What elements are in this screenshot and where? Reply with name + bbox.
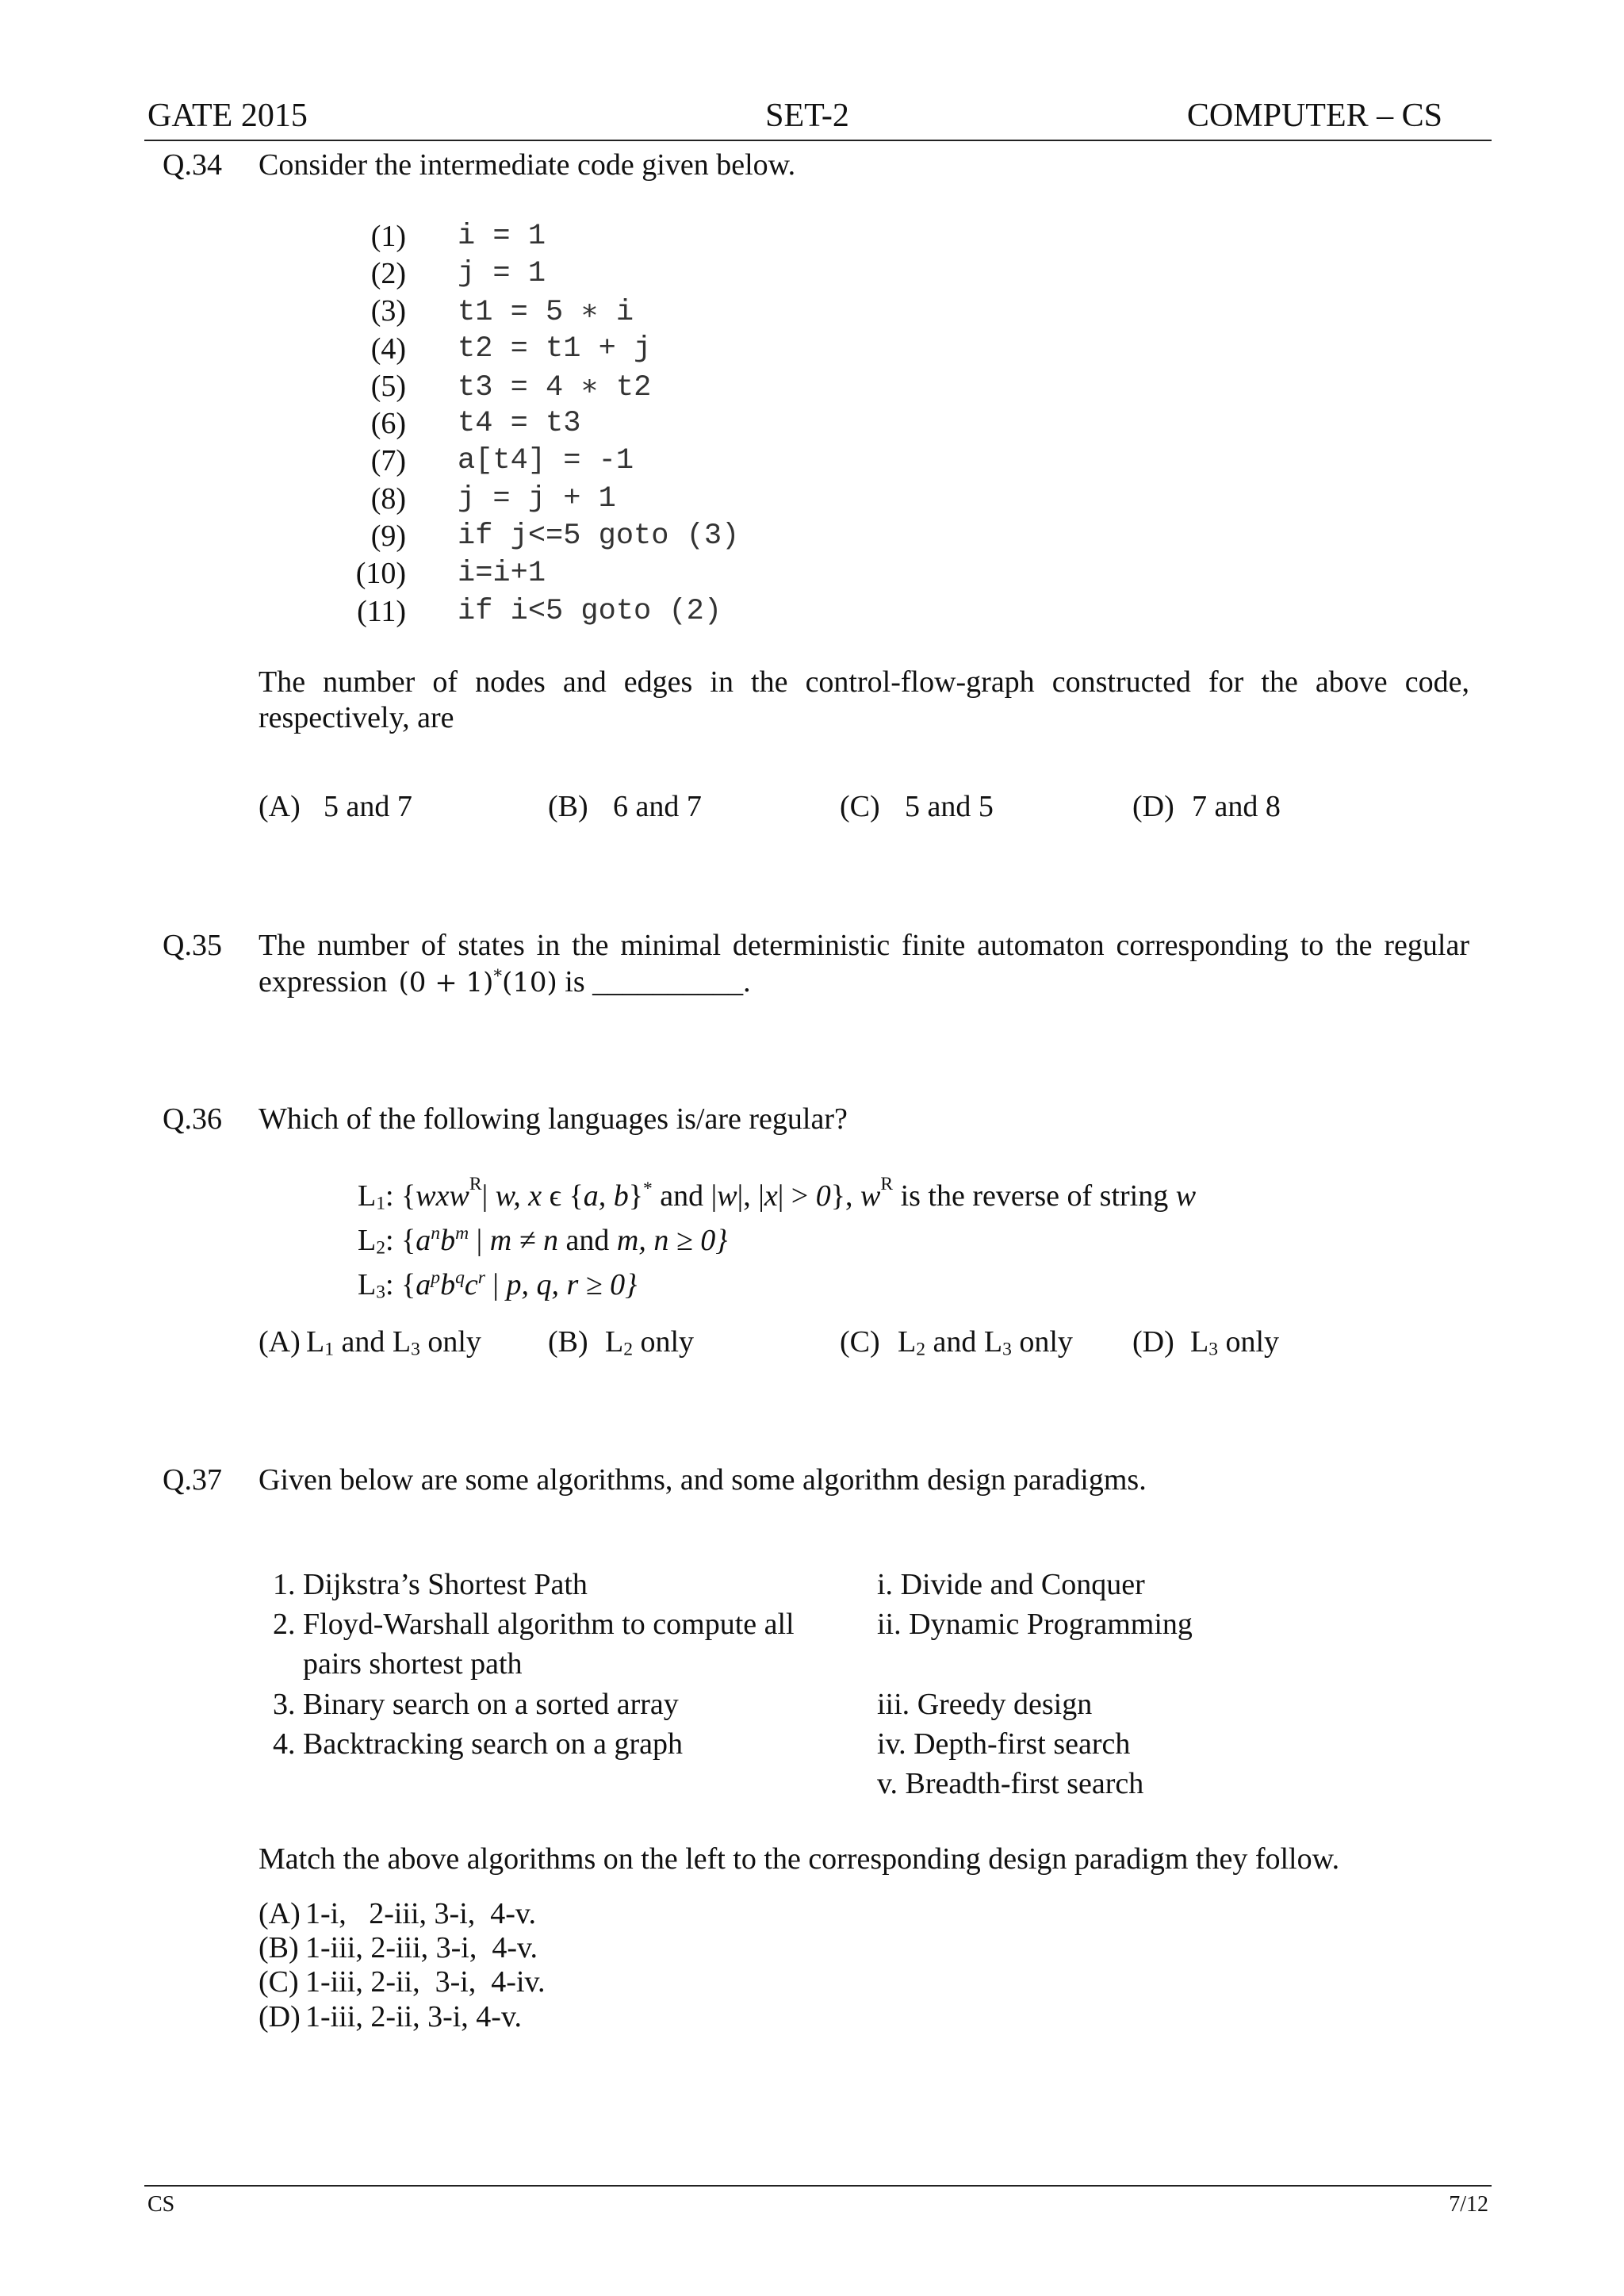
option-part: 3 [1002,1339,1012,1360]
option-part: L [605,1325,624,1359]
option-text: 1-i, 2-iii, 3-i, 4-v. [305,1897,536,1930]
question-stem-q36: Which of the following languages is/are regular? [259,1102,848,1136]
option-part: only [419,1325,481,1359]
regular-expression [399,967,557,999]
option-text: 1-iii, 2-iii, 3-i, 4-v. [305,1931,538,1964]
paper-label: COMPUTER – CS [1186,98,1442,134]
algorithm-item-3 [273,1686,679,1723]
option-label: (A) [259,1325,301,1359]
lang-part: : { [385,1268,416,1301]
lang-part: R [880,1173,894,1194]
code-line-number: (9) [370,519,406,554]
lang-part: 2 [376,1237,385,1259]
option-text: 5 and 5 [905,790,994,823]
code-line-text: i = 1 [458,219,546,253]
question-instruction-q37: Match the above algorithms on the left to the corresponding design paradigm they follow. [259,1842,1340,1876]
code-line [349,255,739,292]
option-text: 7 and 8 [1192,790,1281,823]
lang-part: } [625,1268,638,1301]
paradigm-text: Greedy design [917,1688,1093,1721]
code-line-number: (11) [357,594,406,628]
code-line [349,555,739,592]
code-line [349,404,739,442]
option-part: 2 [623,1339,633,1360]
code-line [349,217,739,255]
prompt-end: . [743,965,751,999]
lang-part: is the reverse of string [893,1179,1176,1213]
option-c-q34 [840,788,994,825]
paradigm-item-iii [877,1686,1092,1723]
lang-part: q [455,1267,465,1288]
option-label: (B) [548,790,588,823]
paradigm-item-iv [877,1726,1130,1762]
prompt-lead: expression [259,965,388,999]
algorithm-text: Binary search on a sorted array [303,1688,679,1721]
algorithm-number: 1. [273,1568,296,1601]
option-d-q37 [259,1999,522,2035]
paradigm-number: i. [877,1568,894,1601]
code-line-number: (8) [370,481,406,516]
lang-part: w [860,1179,881,1213]
option-part: L [898,1325,917,1359]
code-line-number: (3) [370,294,406,328]
option-part: 1 [324,1339,334,1360]
code-line-number: (4) [370,332,406,366]
question-prompt-q35-cont [259,964,751,1001]
option-d-q34 [1132,788,1281,825]
page-number: 7/12 [1449,2192,1488,2217]
lang-part: 0 [815,1179,831,1213]
lang-part: 3 [376,1282,385,1303]
code-line [349,293,739,330]
option-part: 2 [916,1339,925,1360]
option-d-q36 [1132,1324,1279,1360]
option-c-q37 [259,1964,546,2000]
code-line [349,592,739,630]
paradigm-number: ii. [877,1608,902,1641]
paradigm-item-ii [877,1606,1193,1642]
lang-part: w [717,1179,737,1213]
option-part: 3 [411,1339,420,1360]
option-a-q36 [259,1324,481,1360]
lang-part: }, [830,1179,860,1213]
option-part: only [1218,1325,1280,1359]
lang-part: p [431,1267,441,1288]
expr-main: (0 + 1) [398,967,494,999]
answer-blank: __________ [592,965,744,999]
question-stem-q37: Given below are some algorithms, and some algorithm design paradigms. [259,1463,1147,1497]
option-label: (A) [259,790,301,823]
code-line-text: t1 = 5 ∗ i [458,296,634,330]
algorithm-item-4 [273,1726,683,1762]
question-number-q34: Q.34 [163,148,222,182]
footer-rule [144,2185,1492,2187]
option-text: 1-iii, 2-ii, 3-i, 4-iv. [305,1965,546,1999]
code-line-text: j = j + 1 [458,481,616,516]
code-line-text: if j<=5 goto (3) [458,519,740,554]
lang-part: c [464,1268,478,1301]
lang-part: a [416,1224,431,1257]
algorithm-text: Floyd-Warshall algorithm to compute all [303,1608,795,1641]
lang-part: | [469,1224,490,1257]
language-l3 [358,1267,637,1303]
lang-part: a [416,1268,431,1301]
code-line-number: (10) [355,557,406,591]
lang-part: m, n ≥ 0 [616,1224,716,1257]
code-line-text: j = 1 [458,256,546,290]
lang-part: m [455,1222,469,1244]
code-line-text: t2 = t1 + j [458,332,652,366]
lang-part: ϵ { [542,1179,584,1213]
option-part: 3 [1208,1339,1218,1360]
code-line [349,367,739,404]
option-b-q36 [548,1324,694,1360]
code-line-text: a[t4] = -1 [458,444,634,478]
option-c-q36 [840,1324,1073,1360]
option-b-q34 [548,788,702,825]
lang-part: b [440,1224,456,1257]
lang-part: | [485,1268,507,1301]
algorithm-item-1 [273,1566,588,1603]
paradigm-text: Divide and Conquer [900,1568,1145,1601]
option-b-q37 [259,1930,538,1966]
paradigm-text: Breadth-first search [905,1767,1144,1800]
footer-subject: CS [147,2192,175,2217]
lang-part: L [358,1179,377,1213]
option-label: (B) [548,1325,588,1359]
lang-part: : { [385,1224,416,1257]
option-label: (D) [1132,790,1174,823]
code-line-text: if i<5 goto (2) [458,594,722,628]
option-a-q34 [259,788,412,825]
code-line-number: (2) [370,256,406,290]
lang-part: m ≠ n [489,1224,559,1257]
algorithm-number: 4. [273,1727,296,1761]
lang-part: and | [652,1179,718,1213]
option-label: (D) [259,2000,301,2033]
paradigm-number: iii. [877,1688,910,1721]
expr-tail: (10) [501,967,557,999]
lang-part: n [431,1222,441,1244]
option-a-q37 [259,1895,536,1932]
lang-part: 1 [376,1193,385,1214]
lang-part: R [469,1173,482,1194]
question-stem-q34: Consider the intermediate code given below. [259,148,796,182]
code-line-number: (6) [370,407,406,441]
lang-part: L [358,1268,377,1301]
option-text: 6 and 7 [613,790,702,823]
algorithm-number: 2. [273,1608,296,1641]
lang-part: r [477,1267,485,1288]
option-label: (C) [259,1965,299,1999]
question-prompt-q35: The number of states in the minimal deterministic finite automaton corresponding to the regular [259,929,1469,962]
code-line-number: (5) [370,369,406,403]
option-part: and L [334,1325,412,1359]
code-line [349,330,739,367]
question-prompt-q34-cont: respectively, are [259,701,454,734]
question-prompt-q34: The number of nodes and edges in the control-flow-graph constructed for the above code, [259,665,1469,699]
question-number-q36: Q.36 [163,1102,222,1136]
header-rule [144,140,1492,141]
algorithm-number: 3. [273,1688,296,1721]
paradigm-item-i [877,1566,1145,1603]
language-l1 [358,1173,1197,1214]
code-line-text: t3 = 4 ∗ t2 [458,370,652,404]
algorithm-item-2 [273,1606,795,1642]
paradigm-item-v [877,1765,1143,1802]
paradigm-number: iv. [877,1727,906,1761]
lang-part: : { [385,1179,416,1213]
lang-part: | > [777,1179,816,1213]
question-number-q37: Q.37 [163,1463,222,1497]
option-part: only [633,1325,695,1359]
code-line-number: (1) [370,219,406,253]
paradigm-text: Depth-first search [914,1727,1131,1761]
code-line [349,517,739,554]
option-part: and L [925,1325,1003,1359]
language-l2 [358,1222,727,1259]
exam-title: GATE 2015 [147,98,308,134]
question-number-q35: Q.35 [163,929,222,962]
option-text: 1-iii, 2-ii, 3-i, 4-v. [305,2000,522,2033]
option-label: (C) [840,790,880,823]
code-line-number: (7) [370,444,406,478]
code-listing [349,217,739,630]
option-part: L [1190,1325,1209,1359]
option-label: (A) [259,1897,301,1930]
lang-part: and [558,1224,617,1257]
lang-part: w, x [495,1179,542,1213]
algorithm-item-2-cont: pairs shortest path [303,1647,523,1681]
lang-part: } [715,1224,728,1257]
lang-part: p, q, r ≥ 0 [506,1268,626,1301]
paradigm-text: Dynamic Programming [909,1608,1193,1641]
option-text: 5 and 7 [324,790,412,823]
option-part: only [1011,1325,1073,1359]
option-label: (B) [259,1931,299,1964]
lang-part: w [1175,1179,1197,1213]
lang-part: | [481,1179,496,1213]
option-label: (D) [1132,1325,1174,1359]
algorithm-text: Dijkstra’s Shortest Path [303,1568,588,1601]
lang-part: a, b [583,1179,629,1213]
code-line-text: i=i+1 [458,557,546,591]
option-label: (C) [840,1325,880,1359]
algorithm-text: Backtracking search on a graph [303,1727,684,1761]
code-line [349,480,739,517]
code-line-text: t4 = t3 [458,407,581,441]
lang-part: x [764,1179,778,1213]
code-line [349,443,739,480]
lang-part: wxw [416,1179,469,1213]
kleene-star: * [493,965,502,986]
lang-part: b [440,1268,456,1301]
prompt-mid: is [557,965,593,999]
set-label: SET-2 [765,98,849,134]
lang-part: * [642,1178,653,1199]
option-part: L [306,1325,325,1359]
lang-part: |, | [737,1179,764,1213]
paradigm-number: v. [877,1767,898,1800]
lang-part: } [628,1179,643,1213]
lang-part: L [358,1224,377,1257]
